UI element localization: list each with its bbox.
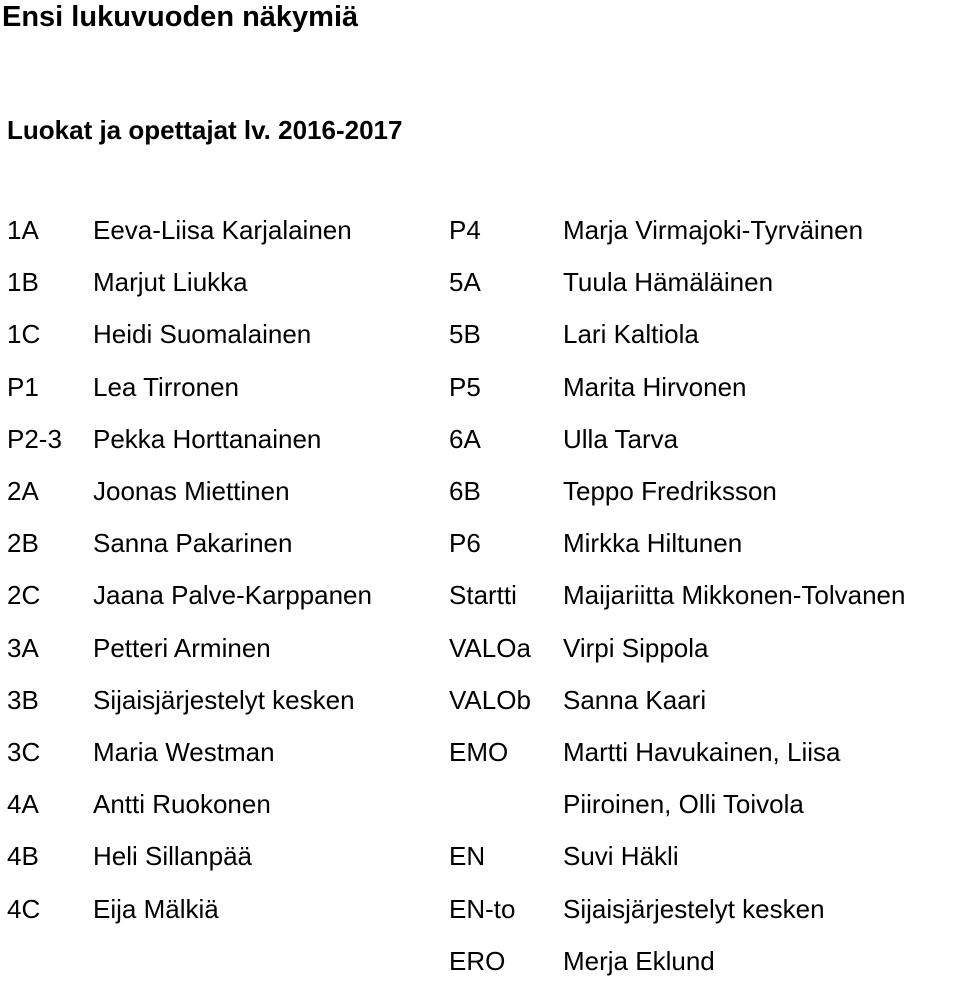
- teacher-name: Antti Ruokonen: [93, 789, 271, 819]
- teacher-name: Marja Virmajoki-Tyrväinen: [563, 215, 864, 245]
- document-title: Ensi lukuvuoden näkymiä: [2, 1, 359, 33]
- teacher-name: Marjut Liukka: [93, 267, 248, 297]
- class-code: Startti: [449, 580, 517, 610]
- teacher-name: Merja Eklund: [563, 946, 715, 976]
- class-code: EN-to: [449, 894, 516, 924]
- class-code: 4C: [7, 894, 41, 924]
- class-code: 4B: [7, 841, 39, 871]
- teacher-name: Heli Sillanpää: [93, 841, 252, 871]
- teacher-name: Petteri Arminen: [93, 633, 271, 663]
- teacher-name: Teppo Fredriksson: [563, 476, 777, 506]
- teacher-name: Tuula Hämäläinen: [563, 267, 774, 297]
- class-code: 2B: [7, 528, 39, 558]
- class-code: 3B: [7, 685, 39, 715]
- teacher-name: Pekka Horttanainen: [93, 424, 322, 454]
- teacher-name: Martti Havukainen, Liisa: [563, 737, 841, 767]
- class-code: 5B: [449, 319, 481, 349]
- teacher-name: Virpi Sippola: [563, 633, 709, 663]
- teacher-name: Maria Westman: [93, 737, 275, 767]
- teacher-name: Eeva-Liisa Karjalainen: [93, 215, 352, 245]
- class-code: 4A: [7, 789, 39, 819]
- teacher-name: Suvi Häkli: [563, 841, 679, 871]
- class-code: P1: [7, 372, 39, 402]
- class-code: 5A: [449, 267, 481, 297]
- teacher-name: Jaana Palve-Karppanen: [93, 580, 372, 610]
- teacher-name: Lea Tirronen: [93, 372, 239, 402]
- teacher-name: Sijaisjärjestelyt kesken: [563, 894, 825, 924]
- class-code: 6A: [449, 424, 481, 454]
- class-code: 2C: [7, 580, 41, 610]
- class-code: VALOa: [449, 633, 531, 663]
- class-code: 1A: [7, 215, 39, 245]
- class-code: P4: [449, 215, 481, 245]
- teacher-name: Joonas Miettinen: [93, 476, 290, 506]
- class-code: P5: [449, 372, 481, 402]
- class-code: 1C: [7, 319, 41, 349]
- class-code: P6: [449, 528, 481, 558]
- section-title: Luokat ja opettajat lv. 2016-2017: [7, 115, 403, 145]
- teacher-name: Marita Hirvonen: [563, 372, 747, 402]
- class-code: 2A: [7, 476, 39, 506]
- teacher-name: Ulla Tarva: [563, 424, 679, 454]
- teacher-name: Piiroinen, Olli Toivola: [563, 789, 804, 819]
- class-code: 6B: [449, 476, 481, 506]
- class-code: 3C: [7, 737, 41, 767]
- teacher-name: Sanna Kaari: [563, 685, 707, 715]
- class-code: 3A: [7, 633, 39, 663]
- class-code: ERO: [449, 946, 506, 976]
- teacher-name: Mirkka Hiltunen: [563, 528, 743, 558]
- teacher-name: Sanna Pakarinen: [93, 528, 293, 558]
- class-code: 1B: [7, 267, 39, 297]
- teacher-name: Eija Mälkiä: [93, 894, 219, 924]
- teacher-name: Heidi Suomalainen: [93, 319, 312, 349]
- class-code: EN: [449, 841, 486, 871]
- class-code: EMO: [449, 737, 509, 767]
- teacher-name: Sijaisjärjestelyt kesken: [93, 685, 355, 715]
- teacher-name: Maijariitta Mikkonen-Tolvanen: [563, 580, 906, 610]
- class-code: VALOb: [449, 685, 531, 715]
- class-code: P2-3: [7, 424, 62, 454]
- teacher-name: Lari Kaltiola: [563, 319, 699, 349]
